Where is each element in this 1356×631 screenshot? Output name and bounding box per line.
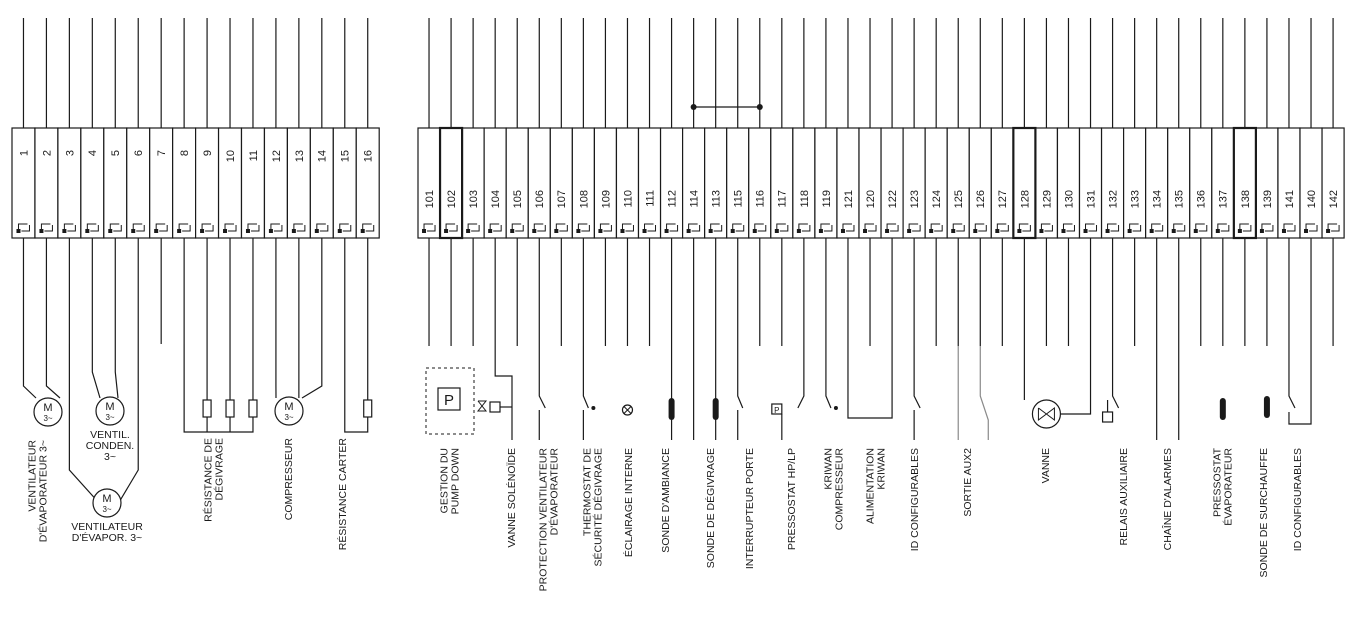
contact-pin [131,229,135,233]
label-kriwan-comp: KRIWAN [822,448,834,490]
terminal-116 [749,128,771,238]
contact-pin [1039,229,1043,233]
label-alarm-chain: CHAÎNE D'ALARMES [1161,448,1174,550]
contact-pin [973,229,977,233]
terminal-number: 134 [1152,190,1164,208]
evap-pressostat [1220,398,1226,420]
motor-wire [69,344,100,504]
terminal-number: 138 [1240,190,1252,208]
contact-pin [1172,229,1176,233]
label-defrost-probe: SONDE DE DÉGIVRAGE [704,448,717,568]
terminal-number: 1 [18,150,30,156]
terminal-number: 8 [179,150,191,156]
terminal-10 [219,128,242,238]
terminal-number: 132 [1107,190,1119,208]
terminal-number: 115 [733,190,745,208]
device-wire [1289,346,1311,424]
terminal-number: 11 [248,150,260,161]
label-pump-down: GESTION DU [438,448,450,513]
motor-phase: 3~ [102,505,111,514]
label-compressor: COMPRESSEUR [283,438,295,521]
label-config-id-1: ID CONFIGURABLES [909,448,921,551]
relay-coil [1103,412,1113,422]
contact-pin [1238,229,1242,233]
label-evap-fan-3ph: VENTILATEUR [26,440,38,512]
label-defrost-heater: RÉSISTANCE DE [201,438,214,522]
terminal-number: 14 [317,150,329,162]
terminal-number: 121 [843,190,855,208]
contact-pin [200,229,204,233]
contact-pin [1150,229,1154,233]
terminal-number: 141 [1284,190,1296,208]
label-defrost-heater: DÉGIVRAGE [212,438,225,500]
kriwan-dot [834,406,838,410]
label-evap-pressostat: ÉVAPORATEUR [1221,448,1234,526]
terminal-133 [1124,128,1146,238]
label-door-switch: INTERRUPTEUR PORTE [744,448,756,569]
terminal-129 [1035,128,1057,238]
label-defrost-thermostat: SÉCURITÉ DÉGIVRAGE [591,448,604,566]
terminal-102 [440,128,462,238]
contact-pin [841,229,845,233]
terminal-113 [705,128,727,238]
motor-phase: 3~ [105,413,114,422]
terminal-114 [683,128,705,238]
contact-pin [39,229,43,233]
motor-wire [115,344,118,398]
contact-pin [85,229,89,233]
motor-symbol: M [105,401,114,413]
contact-pin [488,229,492,233]
terminal-128 [1013,128,1035,238]
label-kriwan-supply: KRIWAN [875,448,887,490]
device-wire [495,346,512,440]
terminal-4 [81,128,104,238]
contact-pin [1061,229,1065,233]
terminal-number: 6 [133,150,145,156]
terminal-112 [661,128,683,238]
contact-pin [885,229,889,233]
contact-pin [554,229,558,233]
contact-pin [709,229,713,233]
motor-evap-fan [34,398,62,426]
aux-wire [980,346,988,440]
terminal-number: 128 [1019,190,1031,208]
terminal-6 [127,128,150,238]
contact-pin [246,229,250,233]
contact-pin [532,229,536,233]
terminal-number: 106 [534,190,546,208]
switch [914,346,920,408]
terminal-number: 9 [202,150,214,156]
contact-pin [863,229,867,233]
thermostat-dot [591,406,595,410]
pump-symbol: P [444,392,454,409]
contact-pin [687,229,691,233]
contact-pin [422,229,426,233]
terminal-142 [1322,128,1344,238]
contact-pin [292,229,296,233]
terminal-number: 103 [468,190,480,208]
terminal-15 [333,128,356,238]
contact-pin [361,229,365,233]
contact-pin [466,229,470,233]
contact-pin [576,229,580,233]
terminal-number: 7 [156,150,168,156]
terminal-101 [418,128,440,238]
terminal-number: 142 [1328,190,1340,208]
terminal-number: 122 [887,190,899,208]
terminal-13 [287,128,310,238]
terminal-number: 16 [363,150,375,162]
contact-pin [951,229,955,233]
terminal-104 [484,128,506,238]
contact-pin [62,229,66,233]
switch [539,346,545,408]
label-fan-protection: D'ÉVAPORATEUR [547,448,560,536]
terminal-number: 135 [1174,190,1186,208]
terminal-number: 140 [1306,190,1318,208]
label-kriwan-supply: ALIMENTATION [864,448,876,524]
label-internal-light: ÉCLAIRAGE INTERNE [622,448,635,557]
terminal-108 [572,128,594,238]
contact-pin [444,229,448,233]
terminal-9 [196,128,219,238]
switch [738,346,743,408]
terminal-16 [356,128,379,238]
contact-pin [338,229,342,233]
device-wire [1060,346,1090,414]
terminal-124 [925,128,947,238]
terminal-number: 131 [1085,190,1097,208]
motor-symbol: M [102,493,111,505]
terminal-127 [991,128,1013,238]
terminal-5 [104,128,127,238]
contact-pin [753,229,757,233]
terminal-number: 116 [755,190,767,208]
label-fan-protection: PROTECTION VENTILATEUR [537,448,549,592]
terminal-number: 120 [865,190,877,208]
terminal-number: 137 [1218,190,1230,208]
terminal-12 [264,128,287,238]
switch [826,346,831,408]
terminal-number: 107 [556,190,568,208]
motor-wire [118,344,138,504]
device-wire [848,346,892,418]
bridge-dot [691,104,697,110]
contact-pin [1128,229,1132,233]
contact-pin [1017,229,1021,233]
terminal-131 [1080,128,1102,238]
switch [1113,346,1119,408]
pressostat-symbol: P [774,406,779,415]
terminal-105 [506,128,528,238]
terminal-107 [550,128,572,238]
terminal-135 [1168,128,1190,238]
terminal-138 [1234,128,1256,238]
terminal-number: 114 [689,190,701,208]
contact-pin [16,229,20,233]
label-evap-pressostat: PRESSOSTAT [1211,447,1223,517]
terminal-number: 123 [909,190,921,208]
bridge-dot [757,104,763,110]
contact-pin [1194,229,1198,233]
label-ambient-probe: SONDE D'AMBIANCE [660,448,672,553]
motor-phase: 3~ [43,414,52,423]
label-superheat-probe: SONDE DE SURCHAUFFE [1258,448,1270,578]
contact-pin [1216,229,1220,233]
terminal-number: 2 [41,150,53,156]
contact-pin [177,229,181,233]
terminal-119 [815,128,837,238]
terminal-number: 117 [777,190,789,208]
terminal-number: 113 [711,190,723,208]
contact-pin [929,229,933,233]
terminal-number: 130 [1063,190,1075,208]
terminal-130 [1057,128,1079,238]
contact-pin [1106,229,1110,233]
terminal-number: 4 [87,150,99,156]
contact-pin [995,229,999,233]
terminal-141 [1278,128,1300,238]
solenoid-valve [478,401,486,411]
contact-pin [620,229,624,233]
label-pressostat-hplp: PRESSOSTAT HP/LP [786,448,798,550]
heater-wire [184,344,253,432]
terminal-139 [1256,128,1278,238]
terminal-number: 111 [644,190,656,207]
motor-symbol: M [284,401,293,413]
terminal-number: 3 [64,150,76,156]
contact-pin [819,229,823,233]
label-cond-fan: VENTIL. [90,429,130,441]
contact-pin [1260,229,1264,233]
motor-compressor [275,397,303,425]
contact-pin [269,229,273,233]
terminal-117 [771,128,793,238]
label-cond-fan: 3~ [104,451,116,463]
terminal-number: 101 [424,190,436,208]
heater-element [364,400,372,417]
terminal-109 [594,128,616,238]
switch [583,346,588,408]
terminal-14 [310,128,333,238]
terminal-number: 108 [578,190,590,208]
terminal-number: 139 [1262,190,1274,208]
heater-wire [345,344,368,432]
contact-pin [1304,229,1308,233]
label-aux-relay: RELAIS AUXILIAIRE [1118,448,1130,545]
terminal-120 [859,128,881,238]
terminal-134 [1146,128,1168,238]
contact-pin [665,229,669,233]
defrost-probe [713,398,719,420]
contact-pin [1084,229,1088,233]
contact-pin [731,229,735,233]
ambient-probe [669,398,675,420]
terminal-125 [947,128,969,238]
contact-pin [108,229,112,233]
terminal-number: 110 [622,190,634,208]
contact-pin [1326,229,1330,233]
terminal-11 [242,128,265,238]
terminal-number: 10 [225,150,237,162]
terminal-103 [462,128,484,238]
terminal-number: 126 [975,190,987,208]
terminal-number: 129 [1041,190,1053,208]
terminal-number: 13 [294,150,306,162]
label-cond-fan: CONDEN. [86,440,134,452]
terminal-111 [639,128,661,238]
label-pump-down: PUMP DOWN [449,448,461,514]
solenoid-coil [490,402,500,412]
label-solenoid: VANNE SOLÉNOÏDE [505,448,518,548]
terminal-number: 125 [953,190,965,208]
contact-pin [315,229,319,233]
terminal-110 [616,128,638,238]
terminal-7 [150,128,173,238]
terminal-106 [528,128,550,238]
label-config-id-2: ID CONFIGURABLES [1292,448,1304,551]
motor-wire [46,344,60,398]
motor-phase: 3~ [284,413,293,422]
terminal-123 [903,128,925,238]
terminal-121 [837,128,859,238]
motor-wire [23,344,36,398]
terminal-132 [1102,128,1124,238]
terminal-number: 102 [446,190,458,208]
motor-cond-fan [96,397,124,425]
label-kriwan-comp: COMPRESSEUR [833,448,845,531]
label-defrost-thermostat: THERMOSTAT DE [581,448,593,536]
terminal-number: 109 [600,190,612,208]
heater-element [203,400,211,417]
terminal-number: 104 [490,190,502,208]
terminal-122 [881,128,903,238]
superheat-probe [1264,396,1270,418]
terminal-3 [58,128,81,238]
contact-pin [598,229,602,233]
contact-pin [154,229,158,233]
motor-evap-fan-b [93,489,121,517]
contact-pin [1282,229,1286,233]
terminal-115 [727,128,749,238]
terminal-136 [1190,128,1212,238]
terminal-number: 136 [1196,190,1208,208]
label-crankcase-heater: RÉSISTANCE CARTER [336,438,349,551]
heater-element [249,400,257,417]
terminal-number: 127 [997,190,1009,208]
terminal-number: 12 [271,150,283,162]
switch [798,346,804,408]
motor-symbol: M [43,402,52,414]
terminal-number: 118 [799,190,811,208]
contact-pin [223,229,227,233]
terminal-number: 124 [931,190,943,208]
contact-pin [643,229,647,233]
terminal-number: 105 [512,190,524,208]
motor-wire [92,344,100,398]
terminal-8 [173,128,196,238]
label-evap-fan-3ph: D'ÉVAPORATEUR 3~ [36,440,49,542]
terminal-118 [793,128,815,238]
contact-pin [907,229,911,233]
terminal-number: 5 [110,150,122,156]
heater-element [226,400,234,417]
contact-pin [775,229,779,233]
switch [1289,346,1295,408]
contact-pin [797,229,801,233]
terminal-1 [12,128,35,238]
label-valve: VANNE [1040,448,1052,483]
label-aux2-output: SORTIE AUX2 [962,448,974,517]
label-evap-fan-3ph-b: VENTILATEUR [71,521,143,533]
terminal-number: 112 [666,190,678,208]
terminal-137 [1212,128,1234,238]
terminal-number: 119 [821,190,833,208]
terminal-2 [35,128,58,238]
motor-wire [302,344,322,398]
terminal-126 [969,128,991,238]
contact-pin [510,229,514,233]
terminal-140 [1300,128,1322,238]
label-evap-fan-3ph-b: D'ÉVAPOR. 3~ [72,531,142,544]
terminal-number: 15 [340,150,352,162]
terminal-number: 133 [1130,190,1142,208]
